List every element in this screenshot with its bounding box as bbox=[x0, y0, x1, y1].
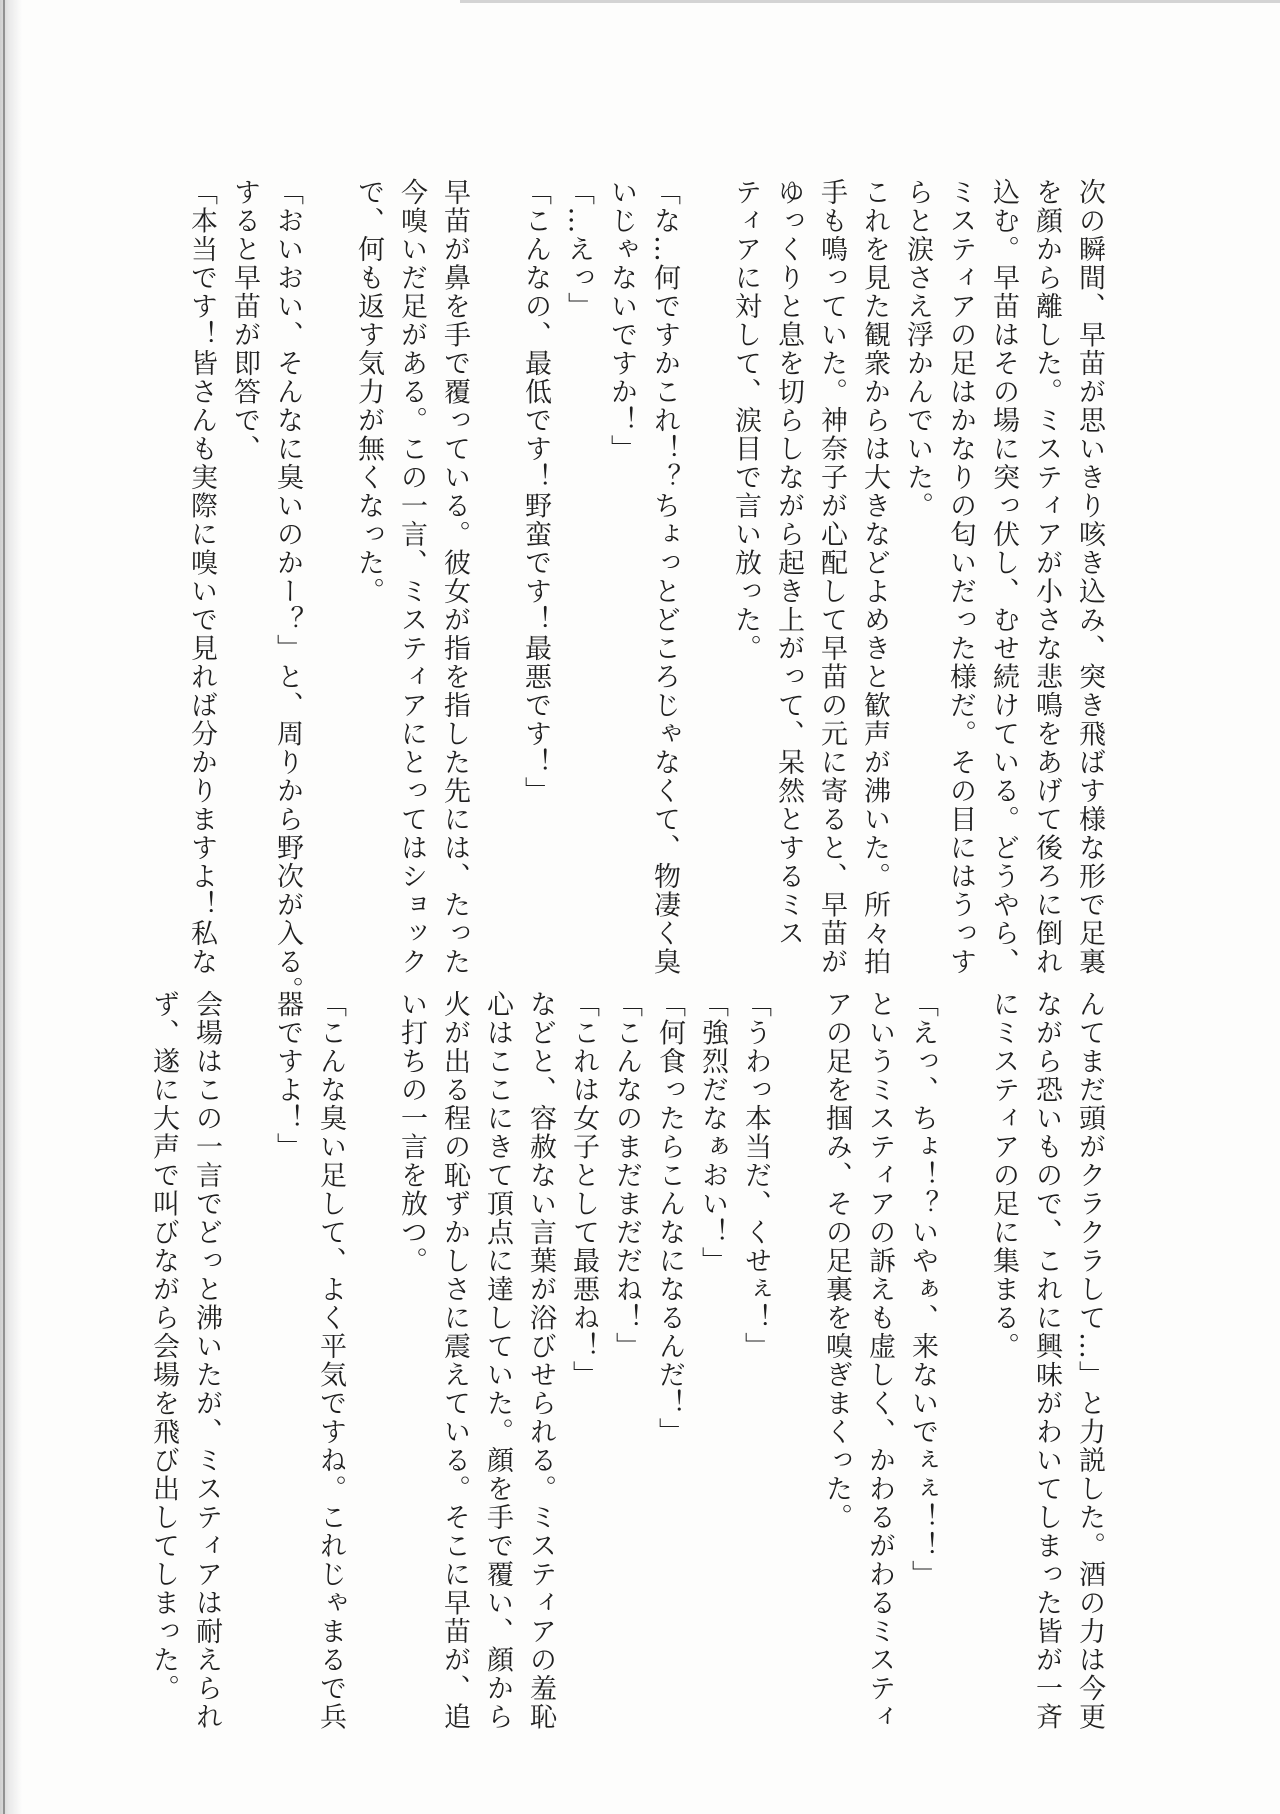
text-line: 「これは女子として最悪ね！」 bbox=[568, 990, 599, 1389]
text-line: 手も鳴っていた。神奈子が心配して早苗の元に寄ると、早苗が bbox=[816, 178, 847, 976]
text-line: 「こんなのまだまだだね！」 bbox=[611, 990, 642, 1361]
text-line: 次の瞬間、早苗が思いきり咳き込み、突き飛ばす様な形で足裏 bbox=[1074, 178, 1105, 976]
text-line: 「こんなの、最低です！野蛮です！最悪です！」 bbox=[520, 178, 551, 805]
text-line: んてまだ頭がクラクラして…」と力説した。酒の力は今更 bbox=[1074, 990, 1105, 1731]
text-line: で、何も返す気力が無くなった。 bbox=[353, 178, 384, 606]
binding-shadow-line bbox=[3, 0, 5, 1814]
text-line: 会場はこの一言でどっと沸いたが、ミスティアは耐えられ bbox=[191, 990, 222, 1731]
text-line: 「…えっ」 bbox=[563, 178, 594, 321]
text-line: というミスティアの訴えも虚しく、かわるがわるミスティ bbox=[864, 990, 895, 1731]
text-line: 「こんな臭い足して、よく平気ですね。これじゃまるで兵 bbox=[315, 990, 346, 1731]
text-line: などと、容赦ない言葉が浴びせられる。ミスティアの羞恥 bbox=[525, 990, 556, 1731]
text-line: ながら恐いもので、これに興味がわいてしまった皆が一斉 bbox=[1031, 990, 1062, 1731]
text-line: ゆっくりと息を切らしながら起き上がって、呆然とするミス bbox=[773, 178, 804, 948]
text-line: アの足を掴み、その足裏を嗅ぎまくった。 bbox=[821, 990, 852, 1532]
text-line: 込む。早苗はその場に突っ伏し、むせ続けている。どうやら、 bbox=[988, 178, 1019, 976]
text-line: ティアに対して、涙目で言い放った。 bbox=[730, 178, 761, 663]
text-line: 「な…何ですかこれ！？ちょっとどころじゃなくて、物凄く臭 bbox=[649, 178, 680, 976]
text-line: 「うわっ本当だ、くせぇ！」 bbox=[740, 990, 771, 1361]
top-text-block bbox=[177, 178, 1108, 1005]
text-line: ミスティアの足はかなりの匂いだった様だ。その目にはうっす bbox=[945, 178, 976, 976]
text-line: 火が出る程の恥ずかしさに震えている。そこに早苗が、追 bbox=[439, 990, 470, 1731]
top-paper-edge bbox=[460, 0, 1280, 3]
text-line: い打ちの一言を放つ。 bbox=[396, 990, 427, 1275]
text-line: 「えっ、ちょ！？いやぁ、来ないでぇぇ！！」 bbox=[907, 990, 938, 1589]
text-line: 「強烈だなぁおい！」 bbox=[697, 990, 728, 1275]
text-line: いじゃないですか！」 bbox=[606, 178, 637, 463]
text-line: 早苗が鼻を手で覆っている。彼女が指を指した先には、たった bbox=[439, 178, 470, 976]
text-line: 「おいおい、そんなに臭いのかー？」と、周りから野次が入る。 bbox=[272, 178, 303, 1005]
text-line: すると早苗が即答で、 bbox=[229, 178, 260, 463]
text-line: 器ですよ！」 bbox=[272, 990, 303, 1161]
text-line: らと涙さえ浮かんでいた。 bbox=[902, 178, 933, 520]
bottom-text-block bbox=[139, 990, 1108, 1731]
text-line: 「何食ったらこんなになるんだ！」 bbox=[654, 990, 685, 1446]
text-line: 「本当です！皆さんも実際に嗅いで見れば分かりますよ！私な bbox=[186, 178, 217, 976]
text-line: ず、遂に大声で叫びながら会場を飛び出してしまった。 bbox=[148, 990, 179, 1703]
text-line: これを見た観衆からは大きなどよめきと歓声が沸いた。所々拍 bbox=[859, 178, 890, 976]
text-line: を顔から離した。ミスティアが小さな悲鳴をあげて後ろに倒れ bbox=[1031, 178, 1062, 976]
text-line: 心はここにきて頂点に達していた。顔を手で覆い、顔から bbox=[482, 990, 513, 1731]
text-line: 今嗅いだ足がある。この一言、ミスティアにとってはショック bbox=[396, 178, 427, 976]
text-line: にミスティアの足に集まる。 bbox=[988, 990, 1019, 1361]
